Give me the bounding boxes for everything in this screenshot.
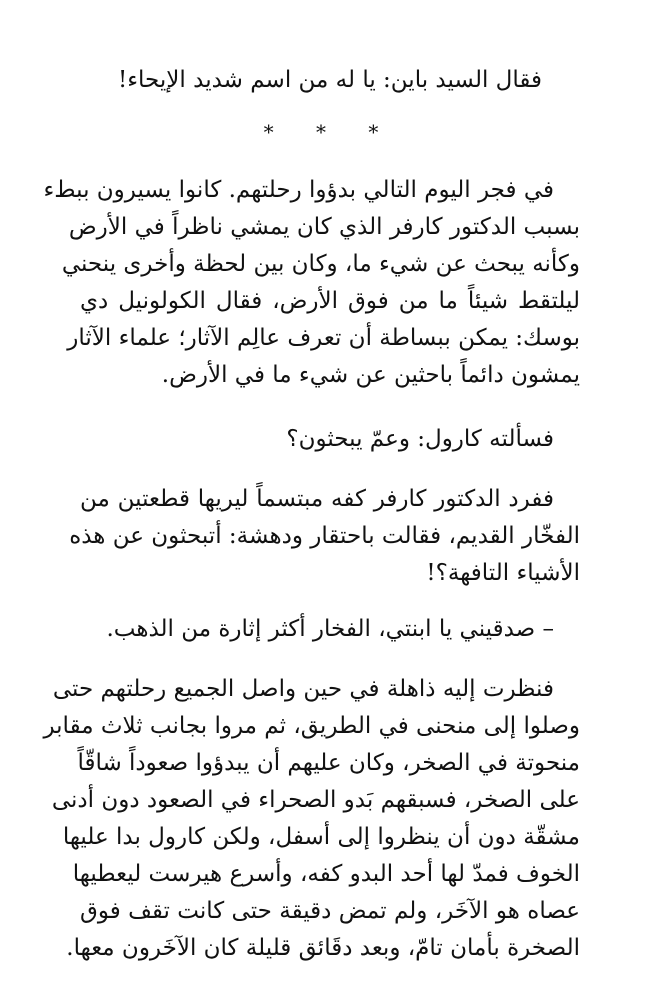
text-line: الأشياء التافهة؟!	[426, 560, 580, 586]
text-line: ففرد الدكتور كارفر كفه مبتسماً ليريها قطعتين من	[80, 486, 554, 512]
text-line: الفخّار القديم، فقالت باحتقار ودهشة: أتبحثون عن هذه	[69, 523, 580, 549]
text-line: – صدقيني يا ابنتي، الفخار أكثر إثارة من الذهب.	[106, 616, 554, 642]
text-line: وصلوا إلى منحنى في الطريق، ثم مروا بجانب ثلاث مقابر	[43, 713, 580, 739]
text-line: بوسك: يمكن ببساطة أن تعرف عالِم الآثار؛ علماء الآثار	[67, 325, 580, 351]
text-line: عصاه هو الآخَر، ولم تمض دقيقة حتى كانت تقف فوق	[80, 898, 580, 924]
text-line: الصخرة بأمان تامّ، وبعد دقَائق قليلة كان الآخَرون معها.	[66, 935, 580, 961]
paragraph-dawn-journey	[43, 172, 580, 394]
section-separator: * * *	[263, 120, 397, 144]
paragraph-mr-payne: فقال السيد باين: يا له من اسم شديد الإيحاء!	[117, 67, 543, 93]
text-line: على الصخر، فسبقهم بَدو الصحراء في الصعود دون أدنى	[51, 787, 580, 813]
paragraph-believe-me	[80, 611, 580, 648]
text-line: في فجر اليوم التالي بدؤوا رحلتهم. كانوا يسيرون ببطء	[43, 177, 554, 203]
text-line: مشقّة دون أن ينظروا إلى أسفل، ولكن كارول بدا عليها	[62, 824, 580, 850]
paragraph-pottery	[69, 481, 580, 592]
text-line: منحوتة في الصخر، وكان عليهم أن يبدؤوا صعوداً شاقّاً	[77, 750, 580, 776]
text-line: ليلتقط شيئاً ما من فوق الأرض، فقال الكولونيل دي	[80, 288, 580, 314]
text-line: فنظرت إليه ذاهلة في حين واصل الجميع رحلتهم حتى	[52, 676, 554, 702]
text-line: الخوف فمدّ لها أحد البدو كفه، وأسرع هيرست ليعطيها	[72, 861, 580, 887]
text-line: فسألته كارول: وعمّ يبحثون؟	[286, 426, 554, 452]
paragraph-carol-question	[80, 421, 580, 458]
text-line: وكأنه يبحث عن شيء ما، وكان بين لحظة وأخرى ينحني	[61, 251, 580, 277]
text-line: يمشون دائماً باحثين عن شيء ما في الأرض.	[161, 362, 580, 388]
text-line: بسبب الدكتور كارفر الذي كان يمشي ناظراً في الأرض	[68, 214, 580, 240]
paragraph-ascent	[43, 671, 580, 967]
